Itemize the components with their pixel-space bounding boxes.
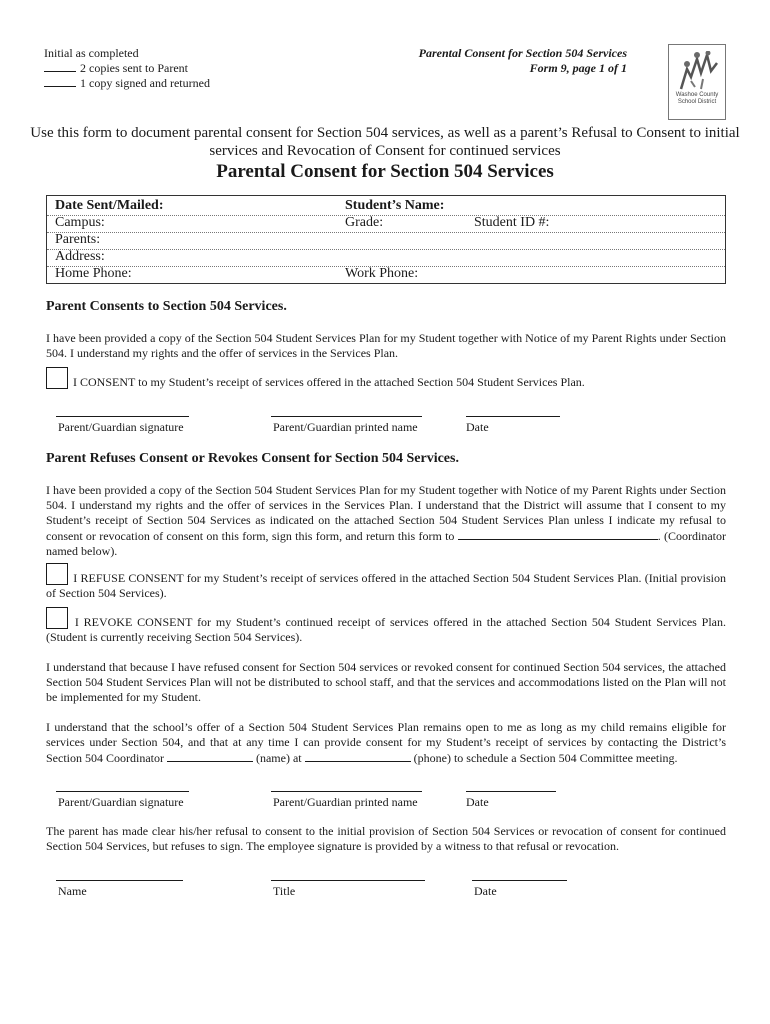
tracking-line-1: 2 copies sent to Parent: [80, 61, 188, 75]
page-title: Parental Consent for Section 504 Services: [216, 161, 554, 182]
revoke-checkbox-label: I REVOKE CONSENT for my Student’s continued receipt of services offered in the attached Section 504 Student Services Plan. (Student is currently receiving Section 504 Services).: [46, 615, 727, 644]
consent-heading: Parent Consents to Section 504 Services.: [46, 299, 287, 314]
consent-printed-name-label: Parent/Guardian printed name: [273, 420, 418, 434]
witness-name-line[interactable]: [56, 880, 183, 881]
refuse-printed-name-line[interactable]: [271, 791, 422, 792]
understand-2-text-a: I understand that the school’s offer of a Section 504 Student Services Plan remains open to me as long as my child remains eligible for services under Section 504, and that at any time I can provide consent for my Student’s receipt of services by contacting the District’s Section 504 Coordinator: [46, 720, 726, 765]
understand-paragraph-2: [46, 720, 726, 766]
student-id-field[interactable]: Student ID #:: [474, 215, 550, 230]
tracking-blank-1[interactable]: [44, 61, 76, 72]
witness-date-label: Date: [474, 884, 497, 898]
address-field[interactable]: Address:: [55, 249, 105, 264]
understand-2-text-c: (phone) to schedule a Section 504 Committee meeting.: [413, 751, 678, 765]
consent-signature-label: Parent/Guardian signature: [58, 420, 184, 434]
consent-checkbox-row: [46, 367, 726, 390]
understand-2-text-b: (name) at: [255, 751, 302, 765]
consent-signature-line[interactable]: [56, 416, 189, 417]
consent-date-line[interactable]: [466, 416, 560, 417]
consent-paragraph: I have been provided a copy of the Section 504 Student Services Plan for my Student together with Notice of my Parent Rights under Section 504. I understand my rights and the offer of services in the Services Plan.: [46, 331, 726, 360]
refuse-date-line[interactable]: [466, 791, 556, 792]
district-logo: [668, 44, 726, 120]
refuse-paragraph-end: (Coordinator named below).: [46, 529, 726, 558]
consent-checkbox[interactable]: [46, 367, 68, 389]
revoke-checkbox[interactable]: [46, 607, 68, 629]
logo-figures-icon: [677, 51, 719, 91]
refuse-paragraph: I have been provided a copy of the Section 504 Student Services Plan for my Student together with Notice of my Parent Rights under Section 504. I understand my rights and the offer of services in the Services Plan. I understand that the District will assume that I consent to my Student’s receipt of Section 504 Services as indicated on the attached Section 504 Student Services Plan unless I indicate my refusal to consent or revocation of consent on this form, sign this form, and return this form to . (Coordinator named below).: [46, 483, 726, 558]
grade-field[interactable]: Grade:: [345, 215, 384, 230]
work-phone-field[interactable]: Work Phone:: [345, 266, 419, 281]
refuse-signature-line[interactable]: [56, 791, 189, 792]
refuse-checkbox[interactable]: [46, 563, 68, 585]
intro-text: Use this form to document parental consent for Section 504 services, as well as a parent’s Refusal to Consent to initial services and Revocation of Consent for continued services: [30, 125, 740, 159]
student-info-box: [46, 195, 726, 284]
tracking-title: Initial as completed: [44, 46, 139, 60]
tracking-block: [44, 46, 210, 91]
form-title: Parental Consent for Section 504 Services: [418, 46, 627, 60]
home-phone-field[interactable]: Home Phone:: [55, 266, 132, 281]
refuse-checkbox-row: [46, 563, 726, 601]
refuse-paragraph-text: I have been provided a copy of the Section 504 Student Services Plan for my Student together with Notice of my Parent Rights under Section 504. I understand my rights and the offer of services in the Services Plan. I understand that the District will assume that I consent to my Student’s receipt of Section 504 Services as indicated on the attached Section 504 Student Services Plan unless I indicate my refusal to consent or revocation of consent on this form, sign this form, and return this form to: [46, 483, 726, 543]
consent-date-label: Date: [466, 420, 489, 434]
date-sent-field[interactable]: Date Sent/Mailed:: [55, 198, 164, 213]
refuse-printed-name-label: Parent/Guardian printed name: [273, 795, 418, 809]
coordinator-name-blank[interactable]: [167, 750, 253, 762]
refuse-signature-label: Parent/Guardian signature: [58, 795, 184, 809]
witness-date-line[interactable]: [472, 880, 567, 881]
revoke-checkbox-row: [46, 607, 726, 645]
refuse-date-label: Date: [466, 795, 489, 809]
consent-printed-name-line[interactable]: [271, 416, 422, 417]
understand-paragraph-1: I understand that because I have refused consent for Section 504 services or revoked consent for continued Section 504 services, the attached Section 504 Student Services Plan will not be distributed to school staff, and that the services and accommodations listed on the Plan will not be implemented for my Student.: [46, 660, 726, 704]
logo-line-1: Washoe County: [675, 92, 719, 98]
witness-title-line[interactable]: [271, 880, 425, 881]
parents-field[interactable]: Parents:: [55, 232, 101, 247]
student-name-field[interactable]: Student’s Name:: [345, 198, 445, 213]
form-number: Form 9, page 1 of 1: [529, 61, 627, 75]
refuse-checkbox-label: I REFUSE CONSENT for my Student’s receipt of services offered in the attached Section 504 Student Services Plan. (Initial provision of Section 504 Services).: [46, 571, 727, 600]
logo-line-2: School District: [677, 99, 717, 105]
witness-title-label: Title: [273, 884, 296, 898]
witness-name-label: Name: [58, 884, 87, 898]
form-reference: [419, 46, 627, 76]
witness-paragraph: The parent has made clear his/her refusal to consent to the initial provision of Section 504 Services or revocation of consent for continued Section 504 Services, but refuses to sign. The employee signature is provided by a witness to that refusal or revocation.: [46, 824, 726, 853]
coordinator-phone-blank[interactable]: [305, 750, 411, 762]
tracking-line-2: 1 copy signed and returned: [80, 76, 210, 90]
campus-field[interactable]: Campus:: [55, 215, 105, 230]
coordinator-blank[interactable]: [458, 528, 658, 540]
refuse-heading: Parent Refuses Consent or Revokes Consent for Section 504 Services.: [46, 451, 459, 466]
consent-checkbox-label: I CONSENT to my Student’s receipt of services offered in the attached Section 504 Student Services Plan.: [73, 375, 585, 389]
tracking-blank-2[interactable]: [44, 76, 76, 87]
